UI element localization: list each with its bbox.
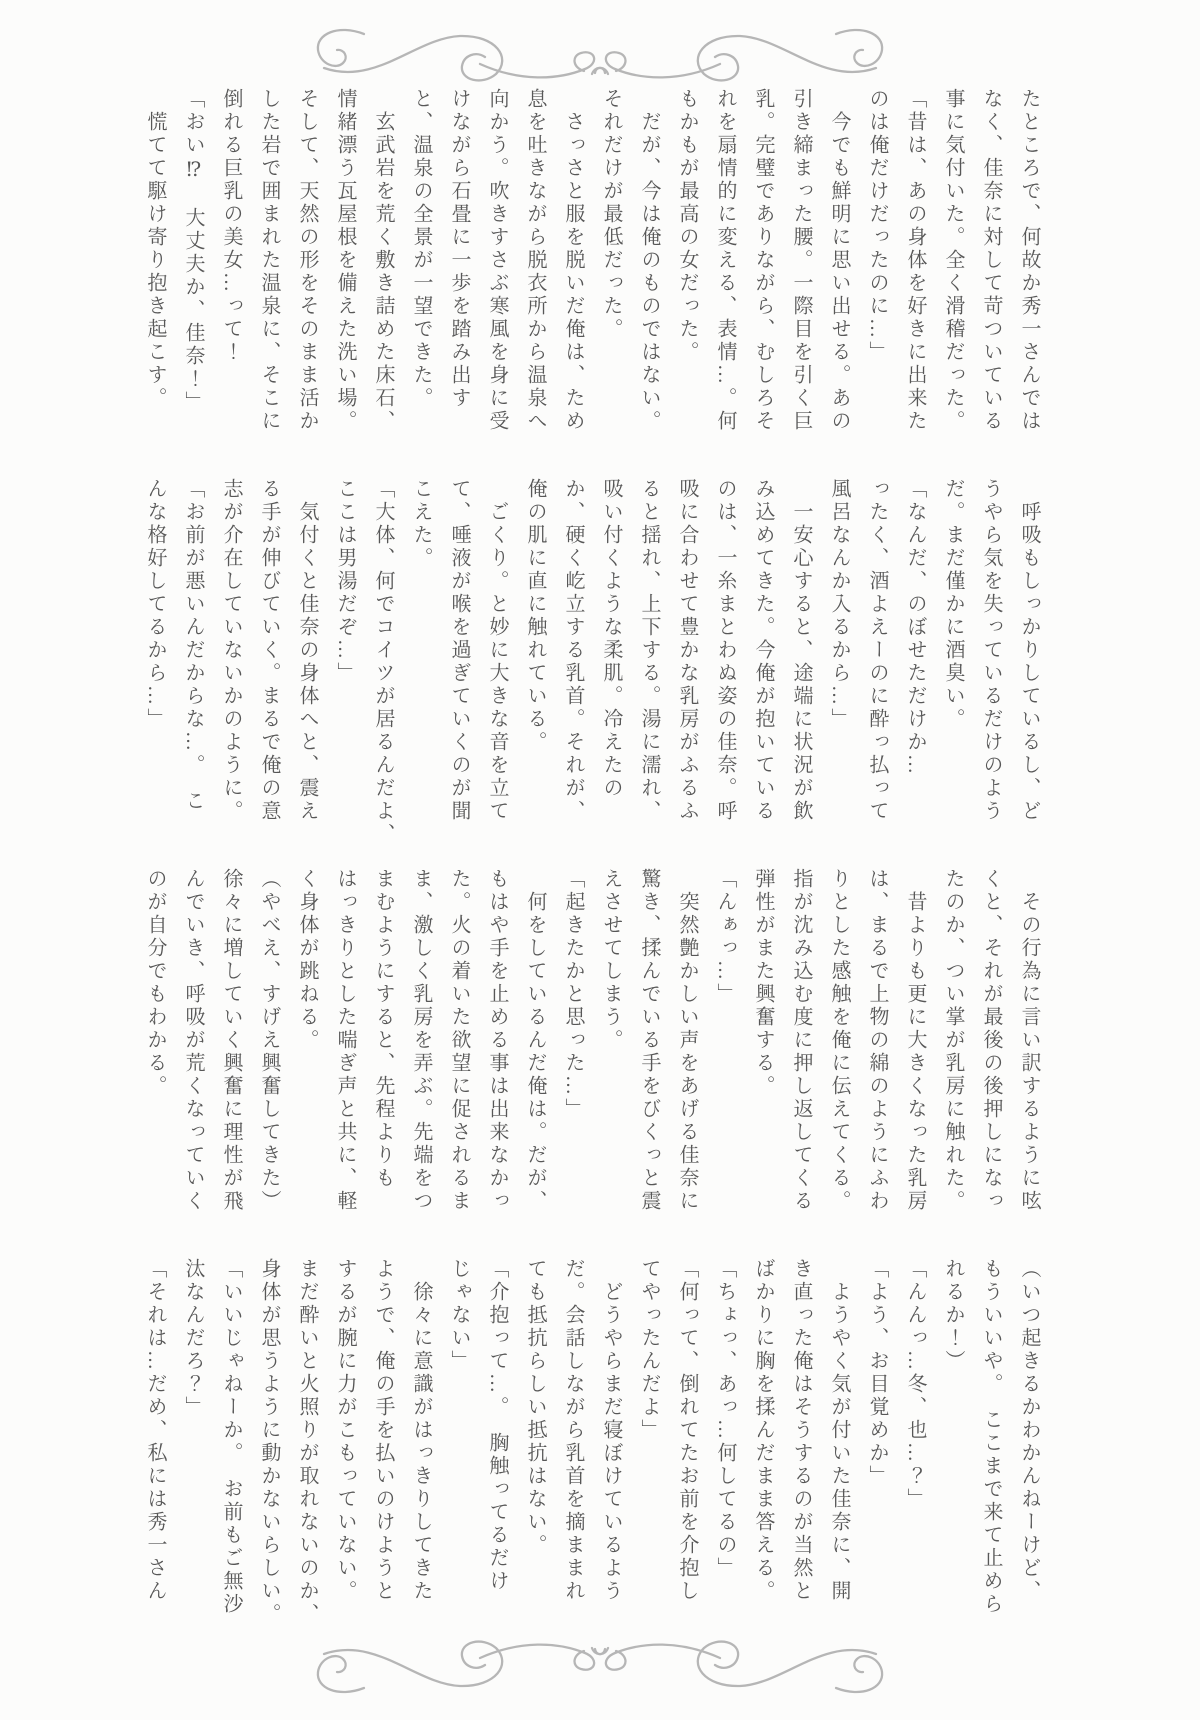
text-column: ここは男湯だぞ…」 [334, 478, 356, 685]
text-column: だ。まだ僅かに酒臭い。 [942, 478, 964, 731]
text-column: さっさと服を脱いだ俺は、ため [562, 88, 584, 433]
text-column: く身体が跳ねる。 [296, 868, 318, 1052]
text-column: そして、天然の形をそのまま活か [296, 88, 318, 433]
text-column: 「んんっ…冬、也…？」 [904, 1258, 926, 1511]
text-column: 情緒漂う瓦屋根を備えた洗い場。 [334, 88, 356, 433]
text-column: のは俺だけだったのに…」 [866, 88, 888, 364]
text-column: なく、佳奈に対して苛ついている [980, 88, 1002, 433]
text-column: ごくり。と妙に大きな音を立て [486, 478, 508, 823]
text-column: 玄武岩を荒く敷き詰めた床石、 [372, 88, 394, 433]
text-column: 突然艶かしい声をあげる佳奈に [676, 868, 698, 1213]
text-column: 「介抱って…。 胸触ってるだけ [486, 1258, 508, 1593]
text-column: 「大体、何でコイツが居るんだよ、 [372, 478, 394, 846]
calligraphic-swirl-icon [280, 22, 920, 94]
text-column: 驚き、揉んでいる手をびくっと震 [638, 868, 660, 1213]
text-band-4 [136, 1258, 1048, 1626]
text-column: んな格好してるから…」 [144, 478, 166, 731]
text-column: ても抵抗らしい抵抗はない。 [524, 1258, 546, 1557]
text-column: み込めてきた。今俺が抱いている [752, 478, 774, 823]
text-column: る手が伸びていく。まるで俺の意 [258, 478, 280, 823]
text-column: 息を吐きながら脱衣所から温泉へ [524, 88, 546, 433]
text-column: 事に気付いた。全く滑稽だった。 [942, 88, 964, 433]
text-column: もかもが最高の女だった。 [676, 88, 698, 364]
text-column: 昔よりも更に大きくなった乳房 [904, 868, 926, 1213]
top-flourish-ornament [280, 22, 920, 94]
text-band-3 [136, 868, 1048, 1236]
text-column: のは、一糸まとわぬ姿の佳奈。呼 [714, 478, 736, 823]
text-column: 「何って、倒れてたお前を介抱し [676, 1258, 698, 1603]
text-column: それだけが最低だった。 [600, 88, 622, 341]
text-column: 「ちょっ、あっ…何してるの」 [714, 1258, 736, 1580]
text-column: 吸い付くような柔肌。冷えたの [600, 478, 622, 800]
text-column: 「よう、お目覚めか」 [866, 1258, 888, 1488]
text-column: と、温泉の全景が一望できた。 [410, 88, 432, 410]
vertical-text-block [136, 88, 1048, 1626]
text-column: うやら気を失っているだけのよう [980, 478, 1002, 823]
text-column: 「んぁっ…」 [714, 868, 736, 1006]
text-column: ようで、俺の手を払いのけようと [372, 1258, 394, 1603]
text-column: て、唾液が喉を過ぎていくのが聞 [448, 478, 470, 823]
text-column: 向かう。吹きすさぶ寒風を身に受 [486, 88, 508, 433]
text-column: だが、今は俺のものではない。 [638, 88, 660, 433]
text-column: 汰なんだろ？」 [182, 1258, 204, 1419]
text-column: 「昔は、あの身体を好きに出来た [904, 88, 926, 433]
text-column: 一安心すると、途端に状況が飲 [790, 478, 812, 823]
text-column: たのか、つい掌が乳房に触れた。 [942, 868, 964, 1213]
text-column: 「いいじゃねーか。 お前もご無沙 [220, 1258, 242, 1616]
text-column: 指が沈み込む度に押し返してくる [790, 868, 812, 1213]
text-column: 徐々に増していく興奮に理性が飛 [220, 868, 242, 1213]
text-band-1 [136, 88, 1048, 456]
text-column: ま、激しく乳房を弄ぶ。先端をつ [410, 868, 432, 1213]
text-column: するが腕に力がこもっていない。 [334, 1258, 356, 1603]
text-column: 引き締まった腰。一際目を引く巨 [790, 88, 812, 433]
text-column: 何をしているんだ俺は。だが、 [524, 868, 546, 1213]
text-column: 「お前が悪いんだからな…。 こ [182, 478, 204, 813]
text-column: その行為に言い訳するように呟 [1018, 868, 1040, 1213]
text-column: どうやらまだ寝ぼけているよう [600, 1258, 622, 1603]
text-column: 「おい⁉ 大丈夫か、佳奈！」 [182, 88, 204, 414]
text-column: 吸に合わせて豊かな乳房がふるふ [676, 478, 698, 823]
text-column: か、硬く屹立する乳首。それが、 [562, 478, 584, 823]
text-column: だ。会話しながら乳首を摘ままれ [562, 1258, 584, 1603]
text-column: 「起きたかと思った…」 [562, 868, 584, 1121]
text-column: は、まるで上物の綿のようにふわ [866, 868, 888, 1213]
text-column: くと、それが最後の後押しになっ [980, 868, 1002, 1213]
text-column: 「それは…だめ、私には秀一さん [144, 1258, 166, 1603]
text-column: 今でも鮮明に思い出せる。あの [828, 88, 850, 433]
text-column: （やべえ、すげえ興奮してきた） [258, 868, 280, 1213]
text-column: した岩で囲まれた温泉に、そこに [258, 88, 280, 433]
text-column: れるか！） [942, 1258, 964, 1373]
text-column: （いつ起きるかわかんねーけど、 [1018, 1258, 1040, 1603]
text-column: こえた。 [410, 478, 432, 570]
text-column: 俺の肌に直に触れている。 [524, 478, 546, 754]
text-column: ばかりに胸を揉んだまま答える。 [752, 1258, 774, 1603]
text-column: はっきりとした喘ぎ声と共に、軽 [334, 868, 356, 1213]
text-column: まだ酔いと火照りが取れないのか、 [296, 1258, 318, 1626]
text-column: のが自分でもわかる。 [144, 868, 166, 1098]
text-column: 弾性がまた興奮する。 [752, 868, 774, 1098]
text-column: えさせてしまう。 [600, 868, 622, 1052]
text-column: けながら石畳に一歩を踏み出す [448, 88, 470, 410]
text-column: んでいき、呼吸が荒くなっていく [182, 868, 204, 1213]
text-column: まむようにすると、先程よりも [372, 868, 394, 1190]
text-column: 呼吸もしっかりしているし、ど [1018, 478, 1040, 823]
text-column: ったく、酒よえーのに酔っ払って [866, 478, 888, 823]
text-column: 「なんだ、のぼせただけか… [904, 478, 926, 777]
text-column: れを扇情的に変える、表情…。何 [714, 88, 736, 433]
text-column: たところで、何故か秀一さんでは [1018, 88, 1040, 433]
text-band-2 [136, 478, 1048, 846]
text-column: じゃない」 [448, 1258, 470, 1373]
text-column: 徐々に意識がはっきりしてきた [410, 1258, 432, 1603]
text-column: りとした感触を俺に伝えてくる。 [828, 868, 850, 1213]
text-column: ると揺れ、上下する。湯に濡れ、 [638, 478, 660, 823]
text-column: 倒れる巨乳の美女…って！ [220, 88, 242, 364]
text-column: た。火の着いた欲望に促されるま [448, 868, 470, 1213]
text-column: 志が介在していないかのように。 [220, 478, 242, 823]
text-column: 慌てて駆け寄り抱き起こす。 [144, 88, 166, 410]
text-column: 乳。完璧でありながら、むしろそ [752, 88, 774, 433]
text-column: 風呂なんか入るから…」 [828, 478, 850, 731]
text-column: 身体が思うように動かないらしい。 [258, 1258, 280, 1626]
text-column: もういいや。 ここまで来て止めら [980, 1258, 1002, 1616]
text-column: ようやく気が付いた佳奈に、開 [828, 1258, 850, 1603]
text-column: き直った俺はそうするのが当然と [790, 1258, 812, 1603]
text-column: 気付くと佳奈の身体へと、震え [296, 478, 318, 823]
calligraphic-swirl-icon [280, 1628, 920, 1700]
text-column: もはや手を止める事は出来なかっ [486, 868, 508, 1213]
bottom-flourish-ornament [280, 1628, 920, 1700]
text-column: てやったんだよ」 [638, 1258, 660, 1442]
